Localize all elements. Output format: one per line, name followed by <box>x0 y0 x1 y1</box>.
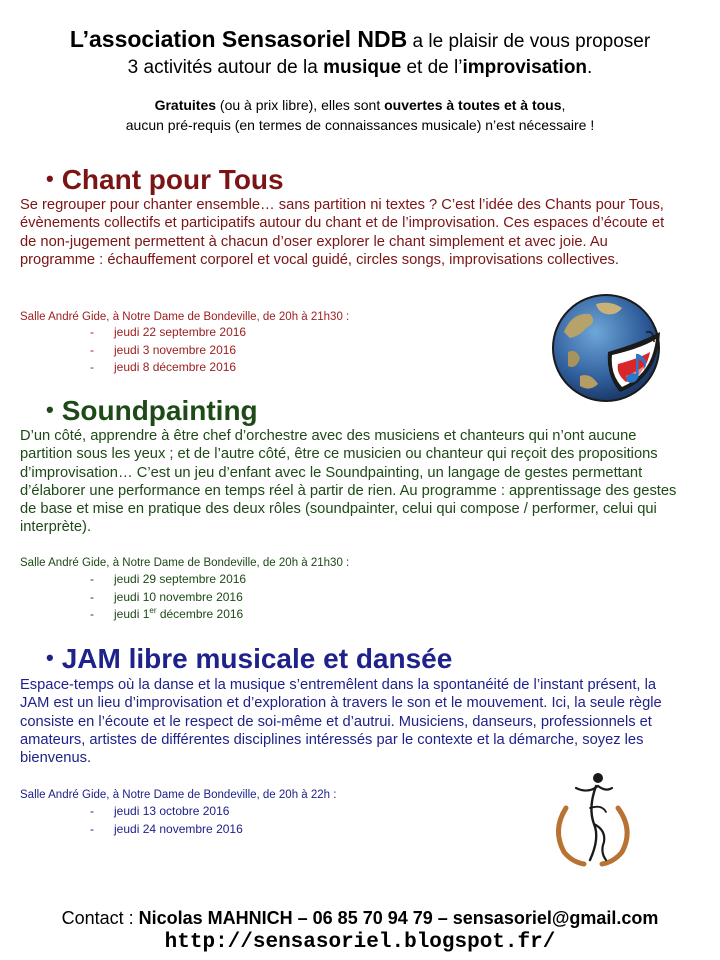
header-line-2-period: . <box>587 57 593 78</box>
intro-line-1 <box>0 95 720 115</box>
intro-line-2: aucun pré-requis (en termes de connaissances musicale) n’est nécessaire ! <box>125 117 595 133</box>
dancer-figure-icon <box>548 768 638 868</box>
list-item <box>90 342 246 360</box>
dash-icon: - <box>90 342 94 357</box>
date: jeudi 8 décembre 2016 <box>114 360 237 374</box>
section-title-text: Soundpainting <box>61 395 258 426</box>
section-venue: Salle André Gide, à Notre Dame de Bondeville, de 20h à 21h30 : <box>20 311 350 323</box>
intro-comma: , <box>561 97 566 113</box>
section-description: D’un côté, apprendre à être chef d’orchestre avec des musiciens et chanteurs qui n’ont aucune partition sous les yeux ; et de l’autre côté, être ce musicien ou chanteur qui reçoit des propositions d’improvisation… C’est un jeu d’enfant avec le Soundpainting, un langage de gestes permettant d’élaborer une performance en temps réel à partir de rien. Au programme : apprentissage des gestes de base et mise en pratique des deux rôles (soundpainter, celui qui compose / performer, celui qui interprète). <box>20 428 677 536</box>
free-word: Gratuites <box>154 97 217 113</box>
list-item <box>90 606 246 624</box>
dash-icon: - <box>90 572 94 586</box>
list-item <box>90 821 243 839</box>
date-superscript: er <box>149 606 157 615</box>
dash-icon: - <box>90 360 94 374</box>
bullet-icon: • <box>46 645 54 670</box>
list-item <box>90 571 246 589</box>
list-item <box>90 359 246 377</box>
dash-icon: - <box>90 589 94 604</box>
open-to-all: ouvertes à toutes et à tous <box>384 97 562 113</box>
section-title-text: JAM libre musicale et dansée <box>61 643 453 674</box>
dash-icon: - <box>90 821 94 836</box>
list-item <box>90 803 243 821</box>
header <box>0 26 720 81</box>
contact-line <box>0 906 720 930</box>
date-prefix: jeudi 1 <box>114 607 150 621</box>
date: jeudi 22 septembre 2016 <box>114 325 247 339</box>
date <box>114 606 243 624</box>
date-suffix: décembre 2016 <box>156 607 244 621</box>
bullet-icon: • <box>46 166 54 191</box>
website-link[interactable]: http://sensasoriel.blogspot.fr/ <box>164 931 556 954</box>
section-description: Se regrouper pour chanter ensemble… sans partition ni textes ? C’est l’idée des Chants pour Tous, évènements collectifs et participatifs autour du chant et de l’improvisation. Ces espaces d’écoute et de non-jugement permettent à chacun d’oser explorer le chant simplement et avec joie. Au programme : échauffement corporel et vocal guidé, circles songs, improvisations collectives. <box>20 197 665 268</box>
intro-text: (ou à prix libre), elles sont <box>216 97 385 113</box>
date: jeudi 24 novembre 2016 <box>114 821 243 836</box>
contact-details[interactable]: Nicolas MAHNICH – 06 85 70 94 79 – sensasoriel@gmail.com <box>138 908 659 928</box>
contact-label: Contact : <box>61 908 139 928</box>
date: jeudi 3 novembre 2016 <box>114 342 237 357</box>
association-name: L’association Sensasoriel NDB <box>69 26 408 52</box>
header-line-2-mid: et de l’ <box>401 57 463 78</box>
dash-icon: - <box>90 607 94 621</box>
date-list <box>90 803 243 838</box>
date: jeudi 29 septembre 2016 <box>114 572 247 586</box>
header-line-2-text: 3 activités autour de la <box>127 57 324 78</box>
section-venue: Salle André Gide, à Notre Dame de Bondeville, de 20h à 22h : <box>20 789 337 801</box>
date-list <box>90 324 246 377</box>
music-word: musique <box>323 57 402 78</box>
date: jeudi 13 octobre 2016 <box>114 804 230 818</box>
singing-globe-logo-icon <box>550 292 666 404</box>
header-line-1-rest: a le plaisir de vous proposer <box>407 31 651 52</box>
section-title <box>46 394 258 427</box>
improvisation-word: improvisation <box>462 57 588 78</box>
section-description: Espace-temps où la danse et la musique s’entremêlent dans la spontanéité de l’instant présent, la JAM est un lieu d’improvisation et d’exploration à travers le son et le mouvement. Ici, la seule règle consiste en l’écoute et le respect de soi-même et d’autrui. Musiciens, danseurs, professionnels et amateurs, artistes de différentes disciplines intéressés par le contexte et la démarche, soyez les bienvenus. <box>20 677 662 767</box>
dash-icon: - <box>90 804 94 818</box>
date-list <box>90 571 246 624</box>
section-title-text: Chant pour Tous <box>61 164 284 195</box>
list-item <box>90 589 246 607</box>
date: jeudi 10 novembre 2016 <box>114 589 243 604</box>
intro <box>0 95 720 135</box>
section-title <box>46 642 452 675</box>
bullet-icon: • <box>46 397 54 422</box>
header-line-2 <box>0 55 720 81</box>
section-venue: Salle André Gide, à Notre Dame de Bondeville, de 20h à 21h30 : <box>20 557 350 569</box>
section-title <box>46 163 284 196</box>
dash-icon: - <box>90 325 94 339</box>
list-item <box>90 324 246 342</box>
header-line-1 <box>0 26 720 55</box>
